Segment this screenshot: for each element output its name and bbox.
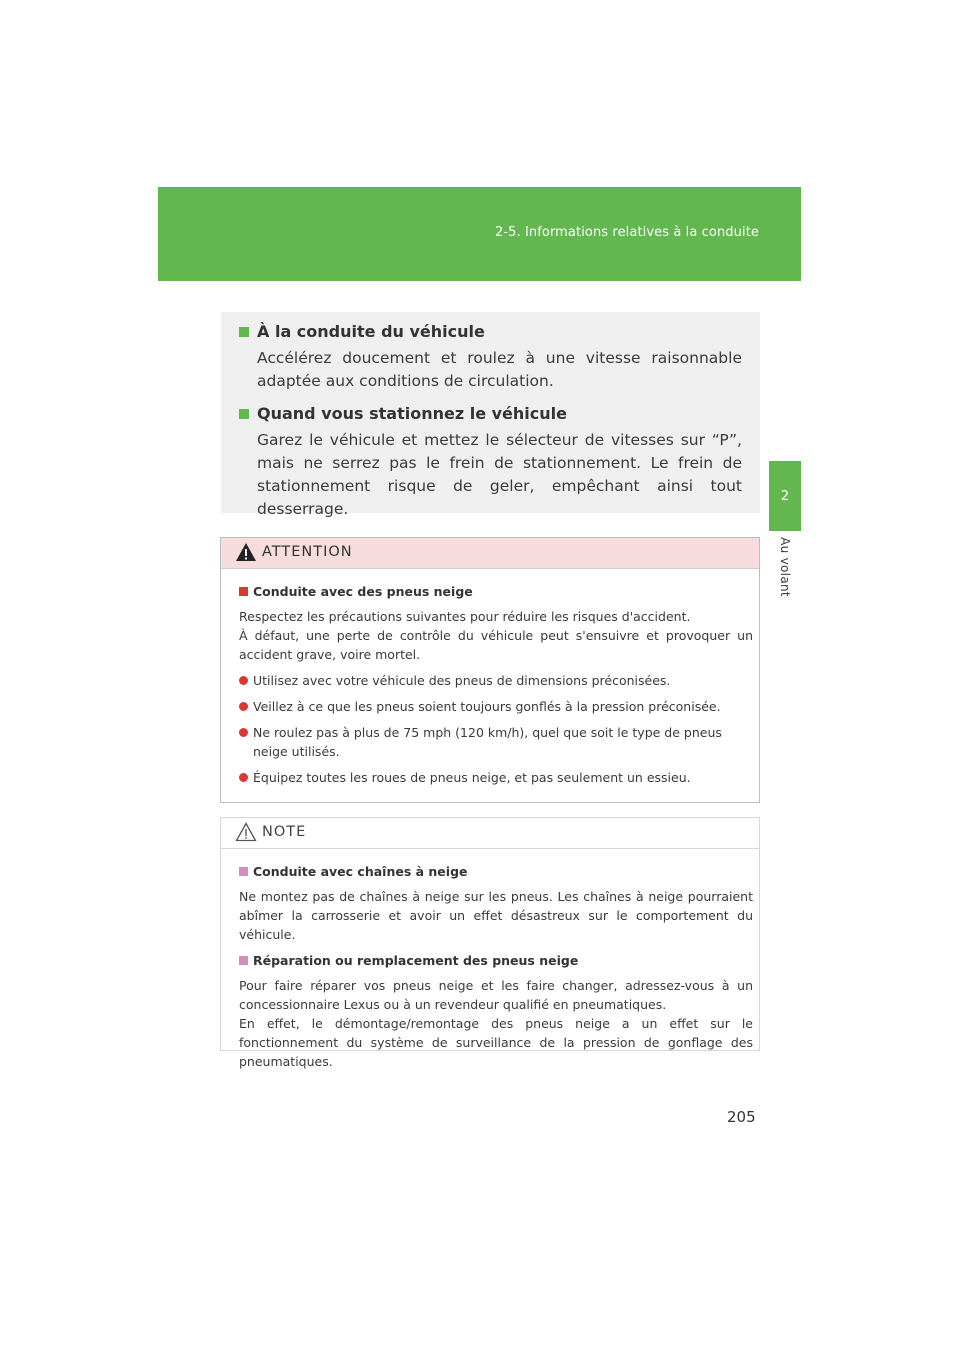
red-square-icon: [239, 587, 248, 596]
info-heading: À la conduite du véhicule: [239, 320, 742, 344]
warning-triangle-icon: [235, 542, 257, 562]
red-bullet-icon: [239, 773, 248, 782]
attention-header: [221, 538, 759, 569]
chapter-label: Au volant: [778, 537, 792, 597]
info-text: Garez le véhicule et mettez le sélecteur de vitesses sur “P”, mais ne serrez pas le frein de stationnement. Le frein de stationnement risque de geler, empêchant ainsi tout desserrage.: [257, 431, 742, 518]
section-header-band: [158, 187, 801, 281]
attention-intro: Respectez les précautions suivantes pour réduire les risques d'accident.: [239, 609, 691, 624]
attention-heading: Conduite avec des pneus neige: [239, 583, 753, 601]
green-square-icon: [239, 409, 249, 419]
red-bullet-icon: [239, 728, 248, 737]
list-item: Utilisez avec votre véhicule des pneus de dimensions préconisées.: [239, 671, 753, 690]
note-heading-chains: Conduite avec chaînes à neige: [239, 863, 753, 881]
section-title: 2-5. Informations relatives à la conduite: [494, 225, 759, 240]
attention-intro-2: À défaut, une perte de contrôle du véhicule peut s'ensuivre et provoquer un accident grave, voire mortel.: [239, 628, 753, 662]
list-item: Ne roulez pas à plus de 75 mph (120 km/h), quel que soit le type de pneus neige utilisés.: [239, 723, 753, 761]
info-text: Accélérez doucement et roulez à une vitesse raisonnable adaptée aux conditions de circulation.: [257, 349, 742, 390]
note-box: [220, 817, 760, 1069]
chapter-number: 2: [780, 488, 790, 504]
info-heading: Quand vous stationnez le véhicule: [239, 402, 742, 426]
note-text-chains: Ne montez pas de chaînes à neige sur les pneus. Les chaînes à neige pourraient abîmer la carrosserie et avoir un effet désastreux sur le comportement du véhicule.: [239, 889, 753, 942]
info-section-parking: [239, 402, 742, 521]
note-text-repair-2: En effet, le démontage/remontage des pneus neige a un effet sur le fonctionnement du système de surveillance de la pression de gonflage des pneumatiques.: [239, 1016, 753, 1069]
red-bullet-icon: [239, 676, 248, 685]
attention-label: ATTENTION: [262, 544, 353, 560]
list-item: Veillez à ce que les pneus soient toujours gonflés à la pression préconisée.: [239, 697, 753, 716]
caution-triangle-outline-icon: [235, 822, 257, 842]
info-box: [221, 312, 760, 518]
attention-box: [220, 537, 760, 803]
note-header: [221, 818, 759, 849]
chapter-tab: [769, 461, 801, 531]
list-item: Équipez toutes les roues de pneus neige, et pas seulement un essieu.: [239, 768, 753, 787]
pink-square-icon: [239, 867, 248, 876]
note-label: NOTE: [262, 824, 307, 840]
note-text-repair: Pour faire réparer vos pneus neige et les faire changer, adressez-vous à un concessionnaire Lexus ou à un revendeur qualifié en pneumatiques.: [239, 978, 753, 1012]
green-square-icon: [239, 327, 249, 337]
pink-square-icon: [239, 956, 248, 965]
page-number: 205: [727, 1108, 756, 1126]
red-bullet-icon: [239, 702, 248, 711]
note-heading-repair: Réparation ou remplacement des pneus neige: [239, 952, 753, 970]
info-section-driving: [239, 320, 742, 393]
